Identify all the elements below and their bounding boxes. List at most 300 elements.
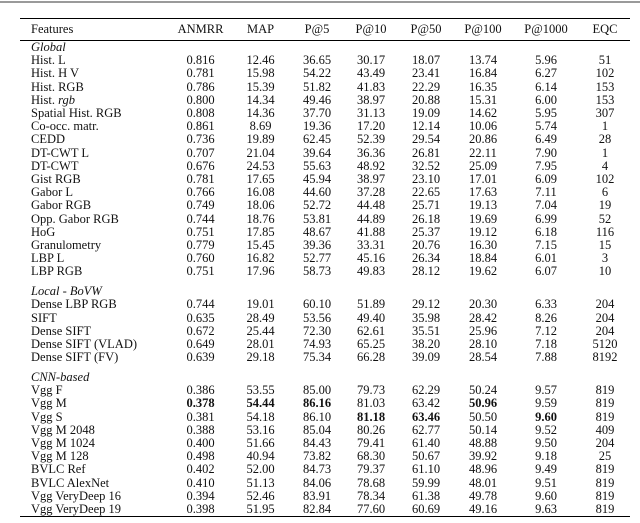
feature-name-text: Vgg F — [31, 383, 63, 398]
cell-anmrr: 0.707 — [186, 145, 215, 160]
cell-anmrr: 0.388 — [186, 422, 215, 437]
section-spacer — [20, 364, 630, 371]
cell-eqc: 4 — [601, 158, 609, 173]
table-row — [20, 463, 630, 476]
cell-p1000: 9.59 — [535, 396, 557, 411]
cell-map: 16.82 — [246, 251, 275, 266]
cell-p10: 79.37 — [356, 462, 386, 477]
cell-eqc: 6 — [601, 185, 609, 200]
cell-p100: 25.96 — [468, 323, 498, 338]
cell-anmrr: 0.400 — [186, 436, 215, 451]
cell-p50: 60.69 — [411, 502, 441, 517]
cell-map: 40.94 — [246, 449, 275, 464]
cell-p5: 52.72 — [302, 198, 332, 213]
feature-name-text: Gist RGB — [31, 172, 81, 187]
cell-p100: 18.84 — [468, 251, 498, 266]
cell-eqc: 204 — [595, 323, 615, 338]
cell-p10: 81.18 — [356, 409, 386, 424]
cell-p1000: 9.50 — [535, 436, 557, 451]
cell-p5: 84.43 — [302, 436, 332, 451]
feature-name — [20, 265, 170, 278]
cell-p5: 48.67 — [302, 224, 332, 239]
cell-map: 52.00 — [246, 462, 275, 477]
cell-p100: 50.96 — [468, 396, 498, 411]
cell-p100: 16.30 — [468, 238, 498, 253]
cell-p50: 63.42 — [411, 396, 441, 411]
cell-anmrr: 0.808 — [186, 106, 215, 121]
cell-eqc: 819 — [595, 409, 615, 424]
table-row — [20, 265, 630, 278]
cell-eqc: 204 — [595, 436, 615, 451]
cell-map: 54.44 — [246, 396, 275, 411]
cell-p50: 20.88 — [411, 92, 441, 107]
cell-map: 17.96 — [246, 264, 275, 279]
section-header-row — [20, 41, 630, 55]
cell-p1000: 7.04 — [535, 198, 557, 213]
section-label: Global — [31, 40, 66, 54]
cell-eqc: 153 — [595, 79, 615, 94]
cell-p10: 17.20 — [356, 119, 386, 134]
cell-anmrr: 0.498 — [186, 449, 215, 464]
feature-name-text: Gabor L — [31, 185, 73, 200]
cell-p50: 26.34 — [411, 251, 441, 266]
cell-p10: 49.83 — [356, 264, 386, 279]
cell-map: 19.89 — [246, 132, 275, 147]
cell-p100: 49.16 — [468, 502, 498, 517]
cell-p5: 54.22 — [302, 66, 332, 81]
cell-map: 51.95 — [246, 502, 275, 517]
cell-p1000: 7.15 — [535, 238, 557, 253]
cell-p10: 49.40 — [356, 310, 386, 325]
cell-p100: 16.35 — [468, 79, 498, 94]
cell-p50: 50.67 — [411, 449, 441, 464]
cell-map: 54.18 — [246, 409, 275, 424]
cell-p1000: 6.99 — [535, 211, 557, 226]
cell-p5: 49.46 — [302, 92, 332, 107]
cell-anmrr: 0.676 — [186, 158, 215, 173]
feature-name-text: Opp. Gabor RGB — [31, 211, 119, 226]
cell-p1000: 6.01 — [535, 251, 557, 266]
cell-p100: 19.12 — [468, 224, 498, 239]
cell-p100: 17.63 — [468, 185, 498, 200]
cell-map: 18.06 — [246, 198, 275, 213]
cell-p50: 22.65 — [411, 185, 441, 200]
cell-eqc: 3 — [601, 251, 609, 266]
cell-anmrr: 0.861 — [186, 119, 215, 134]
cell-eqc: 102 — [595, 172, 615, 187]
feature-name-text: DT-CWT — [31, 158, 79, 173]
cell-p5: 83.91 — [302, 488, 332, 503]
cell-p10: 77.60 — [356, 502, 386, 517]
table-row — [20, 312, 630, 325]
cell-map: 25.44 — [246, 323, 275, 338]
cell-p50: 28.12 — [411, 264, 441, 279]
cell-p50: 62.29 — [411, 383, 441, 398]
cell-p100: 50.50 — [468, 409, 498, 424]
cell-anmrr: 0.781 — [186, 66, 215, 81]
cell-p10: 81.03 — [356, 396, 386, 411]
cell-eqc: 5120 — [592, 337, 618, 352]
cell-p50: 22.29 — [411, 79, 441, 94]
feature-name-text: Dense LBP RGB — [31, 297, 117, 312]
cell-p1000: 9.60 — [535, 409, 557, 424]
cell-eqc: 25 — [598, 449, 612, 464]
cell-p100: 16.84 — [468, 66, 498, 81]
feature-name-text: CEDD — [31, 132, 66, 147]
cell-p50: 29.54 — [411, 132, 441, 147]
cell-p1000: 9.57 — [535, 383, 557, 398]
cell-anmrr: 0.672 — [186, 323, 215, 338]
cell-p5: 45.94 — [302, 172, 332, 187]
section-label: Local - BoVW — [31, 284, 102, 299]
cell-p10: 33.31 — [356, 238, 386, 253]
cell-p1000: 6.09 — [535, 172, 557, 187]
feature-name — [20, 351, 170, 364]
cell-p10: 48.92 — [356, 158, 386, 173]
cell-p1000: 7.90 — [535, 145, 557, 160]
feature-name-text: DT-CWT L — [31, 145, 89, 160]
cell-map: 15.39 — [246, 79, 275, 94]
header-p5: P@5 — [304, 22, 330, 36]
cell-p100: 22.11 — [469, 145, 497, 160]
feature-name-text: Vgg M 1024 — [31, 436, 95, 451]
cell-anmrr: 0.751 — [186, 224, 215, 239]
cell-anmrr: 0.744 — [186, 297, 215, 312]
cell-p10: 44.89 — [356, 211, 386, 226]
cell-p5: 58.73 — [302, 264, 332, 279]
cell-p5: 39.64 — [302, 145, 332, 160]
cell-p1000: 9.51 — [535, 475, 557, 490]
feature-name-text: Gabor RGB — [31, 198, 92, 213]
feature-name-text: Dense SIFT — [31, 323, 92, 338]
table-row — [20, 81, 630, 94]
cell-p100: 19.13 — [468, 198, 498, 213]
cell-anmrr: 0.751 — [186, 264, 215, 279]
cell-p50: 25.71 — [411, 198, 441, 213]
cell-eqc: 819 — [595, 475, 615, 490]
cell-p10: 62.61 — [356, 323, 386, 338]
cell-p5: 85.00 — [302, 383, 332, 398]
cell-eqc: 28 — [598, 132, 612, 147]
cell-eqc: 204 — [595, 310, 615, 325]
cell-p50: 23.10 — [411, 172, 441, 187]
cell-p100: 14.62 — [468, 106, 498, 121]
cell-p10: 36.36 — [356, 145, 386, 160]
cell-p5: 53.81 — [302, 211, 332, 226]
header-row — [20, 19, 630, 41]
table-row — [20, 67, 630, 80]
cell-map: 29.18 — [246, 350, 275, 365]
section-label: CNN-based — [31, 370, 90, 385]
cell-p5: 36.65 — [302, 53, 332, 68]
cell-p1000: 8.26 — [535, 310, 557, 325]
cell-p1000: 9.63 — [535, 502, 557, 517]
section-spacer — [20, 279, 630, 286]
cell-p50: 32.52 — [411, 158, 441, 173]
table-row — [20, 147, 630, 160]
cell-p100: 20.30 — [468, 297, 498, 312]
cell-p100: 25.09 — [468, 158, 498, 173]
cell-eqc: 153 — [595, 92, 615, 107]
cell-map: 12.46 — [246, 53, 275, 68]
cell-p100: 28.54 — [468, 350, 498, 365]
cell-p1000: 7.12 — [535, 323, 557, 338]
cell-eqc: 19 — [598, 198, 612, 213]
cell-map: 16.08 — [246, 185, 275, 200]
cell-p100: 48.88 — [468, 436, 498, 451]
cell-p50: 26.18 — [411, 211, 441, 226]
cell-p10: 43.49 — [356, 66, 386, 81]
table-row — [20, 503, 630, 517]
cell-eqc: 819 — [595, 502, 615, 517]
cell-eqc: 819 — [595, 488, 615, 503]
cell-eqc: 8192 — [592, 350, 618, 365]
cell-eqc: 307 — [595, 106, 615, 121]
cell-p10: 79.73 — [356, 383, 386, 398]
cell-eqc: 15 — [598, 238, 612, 253]
cell-p100: 49.78 — [468, 488, 498, 503]
cell-map: 53.16 — [246, 422, 275, 437]
cell-p50: 61.10 — [411, 462, 441, 477]
cell-eqc: 52 — [598, 211, 612, 226]
cell-p1000: 5.96 — [535, 53, 557, 68]
feature-name-text: Co-occ. matr. — [31, 119, 99, 134]
feature-name-text: Dense SIFT (VLAD) — [31, 337, 138, 352]
cell-p10: 38.97 — [356, 92, 386, 107]
feature-name-text: Granulometry — [31, 238, 102, 253]
cell-map: 15.98 — [246, 66, 275, 81]
cell-p1000: 7.18 — [535, 337, 557, 352]
cell-p10: 41.88 — [356, 224, 386, 239]
cell-map: 14.34 — [246, 92, 275, 107]
cell-eqc: 1 — [601, 145, 609, 160]
cell-p10: 41.83 — [356, 79, 386, 94]
cell-p10: 38.97 — [356, 172, 386, 187]
cell-anmrr: 0.744 — [186, 211, 215, 226]
cell-p50: 35.98 — [411, 310, 441, 325]
cell-map: 52.46 — [246, 488, 275, 503]
cell-p5: 44.60 — [302, 185, 332, 200]
cell-p50: 35.51 — [411, 323, 441, 338]
cell-anmrr: 0.394 — [186, 488, 215, 503]
cell-eqc: 102 — [595, 66, 615, 81]
table-body — [20, 41, 630, 517]
header-p1000: P@1000 — [524, 22, 568, 36]
cell-anmrr: 0.749 — [186, 198, 215, 213]
cell-anmrr: 0.386 — [186, 383, 215, 398]
header-map: MAP — [246, 22, 275, 36]
cell-p10: 44.48 — [356, 198, 386, 213]
feature-name-text: Dense SIFT (FV) — [31, 350, 119, 365]
cell-map: 18.76 — [246, 211, 275, 226]
cell-p1000: 9.60 — [535, 488, 557, 503]
cell-p100: 48.01 — [468, 475, 498, 490]
cell-p1000: 6.07 — [535, 264, 557, 279]
cell-anmrr: 0.786 — [186, 79, 215, 94]
feature-name-text: Vgg M — [31, 396, 67, 411]
feature-name-text: HoG — [31, 224, 56, 239]
cell-anmrr: 0.649 — [186, 337, 215, 352]
cell-anmrr: 0.402 — [186, 462, 215, 477]
cell-p5: 37.70 — [302, 106, 332, 121]
cell-p50: 25.37 — [411, 224, 441, 239]
cell-p100: 48.96 — [468, 462, 498, 477]
cell-p5: 82.84 — [302, 502, 332, 517]
cell-p100: 19.69 — [468, 211, 498, 226]
cell-p100: 50.14 — [468, 422, 498, 437]
cell-p10: 79.41 — [356, 436, 386, 451]
feature-name-text: Hist. H V — [31, 66, 80, 81]
cell-p1000: 9.18 — [535, 449, 557, 464]
cell-map: 19.01 — [246, 297, 275, 312]
cell-p50: 63.46 — [411, 409, 441, 424]
feature-name-text: Hist. RGB — [31, 79, 84, 94]
cell-p10: 52.39 — [356, 132, 386, 147]
cell-anmrr: 0.639 — [186, 350, 215, 365]
cell-p1000: 6.49 — [535, 132, 557, 147]
cell-p50: 12.14 — [411, 119, 441, 134]
cell-map: 17.85 — [246, 224, 275, 239]
cell-p5: 84.73 — [302, 462, 332, 477]
cell-p100: 20.86 — [468, 132, 498, 147]
header-features: Features — [31, 22, 74, 36]
header-eqc: EQC — [592, 22, 618, 36]
cell-eqc: 116 — [595, 224, 615, 239]
header-anmrr: ANMRR — [177, 22, 224, 36]
cell-p5: 75.34 — [302, 350, 332, 365]
cell-p10: 51.89 — [356, 297, 386, 312]
feature-name-text: Vgg VeryDeep 16 — [31, 488, 122, 503]
cell-p10: 45.16 — [356, 251, 386, 266]
cell-p50: 38.20 — [411, 337, 441, 352]
cell-anmrr: 0.381 — [186, 409, 215, 424]
cell-map: 21.04 — [246, 145, 275, 160]
cell-p5: 39.36 — [302, 238, 332, 253]
cell-p50: 59.99 — [411, 475, 441, 490]
feature-name-text: SIFT — [31, 310, 57, 325]
cell-p5: 74.93 — [302, 337, 332, 352]
header-p50: P@50 — [410, 22, 442, 36]
cell-p50: 20.76 — [411, 238, 441, 253]
cell-anmrr: 0.378 — [186, 396, 215, 411]
feature-name-text: BVLC Ref — [31, 462, 86, 477]
cell-eqc: 10 — [598, 264, 612, 279]
cell-p10: 66.28 — [356, 350, 386, 365]
cell-anmrr: 0.766 — [186, 185, 215, 200]
cell-p5: 51.82 — [302, 79, 332, 94]
cell-map: 53.55 — [246, 383, 275, 398]
cell-p5: 73.82 — [302, 449, 332, 464]
table-row — [20, 351, 630, 364]
table-row — [20, 133, 630, 146]
table-row — [20, 397, 630, 410]
cell-p1000: 6.18 — [535, 224, 557, 239]
cell-p50: 19.09 — [411, 106, 441, 121]
cell-p100: 13.74 — [468, 53, 498, 68]
cell-eqc: 204 — [595, 297, 615, 312]
cell-p5: 86.10 — [302, 409, 332, 424]
cell-p1000: 6.00 — [535, 92, 557, 107]
cell-p5: 53.56 — [302, 310, 332, 325]
cell-eqc: 51 — [598, 53, 612, 68]
cell-p1000: 9.52 — [535, 422, 557, 437]
feature-name-text: Vgg M 2048 — [31, 422, 95, 437]
cell-p50: 29.12 — [411, 297, 441, 312]
table-row — [20, 298, 630, 311]
cell-p50: 26.81 — [411, 145, 441, 160]
cell-p5: 72.30 — [302, 323, 332, 338]
cell-p10: 78.68 — [356, 475, 386, 490]
cell-eqc: 1 — [601, 119, 609, 134]
cell-anmrr: 0.410 — [186, 475, 215, 490]
cell-eqc: 819 — [595, 396, 615, 411]
cell-eqc: 819 — [595, 383, 615, 398]
feature-name-text: Hist. — [31, 92, 59, 107]
cell-map: 24.53 — [246, 158, 275, 173]
feature-name-text: LBP RGB — [31, 264, 83, 279]
cell-p5: 19.36 — [302, 119, 332, 134]
cell-p100: 10.06 — [468, 119, 498, 134]
cell-p100: 19.62 — [468, 264, 498, 279]
cell-anmrr: 0.779 — [186, 238, 215, 253]
cell-map: 14.36 — [246, 106, 275, 121]
cell-p100: 28.42 — [468, 310, 498, 325]
feature-name-text: Vgg VeryDeep 19 — [31, 502, 122, 517]
results-table — [20, 18, 630, 517]
cell-p1000: 6.27 — [535, 66, 557, 81]
feature-name-text: LBP L — [31, 251, 65, 266]
cell-p1000: 7.11 — [535, 185, 557, 200]
cell-map: 28.01 — [246, 337, 275, 352]
cell-eqc: 819 — [595, 462, 615, 477]
cell-p100: 17.01 — [468, 172, 498, 187]
cell-anmrr: 0.398 — [186, 502, 215, 517]
cell-p10: 68.30 — [356, 449, 386, 464]
cell-p10: 31.13 — [356, 106, 386, 121]
cell-p1000: 5.95 — [535, 106, 557, 121]
cell-anmrr: 0.635 — [186, 310, 215, 325]
cell-p5: 60.10 — [302, 297, 332, 312]
cell-p5: 84.06 — [302, 475, 332, 490]
cell-anmrr: 0.760 — [186, 251, 215, 266]
feature-name-text: Hist. L — [31, 53, 66, 68]
cell-map: 15.45 — [246, 238, 275, 253]
cell-p1000: 7.95 — [535, 158, 557, 173]
cell-p50: 39.09 — [411, 350, 441, 365]
page-top-border — [0, 1, 640, 3]
table-row — [20, 213, 630, 226]
cell-p100: 50.24 — [468, 383, 498, 398]
feature-name-text: BVLC AlexNet — [31, 475, 110, 490]
table-row — [20, 411, 630, 424]
cell-p10: 80.26 — [356, 422, 386, 437]
cell-p1000: 9.49 — [535, 462, 557, 477]
cell-map: 51.66 — [246, 436, 275, 451]
cell-p50: 61.38 — [411, 488, 441, 503]
cell-p100: 39.92 — [468, 449, 498, 464]
cell-anmrr: 0.800 — [186, 92, 215, 107]
cell-eqc: 409 — [595, 422, 615, 437]
feature-name-text: Spatial Hist. RGB — [31, 106, 122, 121]
header-p10: P@10 — [355, 22, 387, 36]
cell-map: 28.49 — [246, 310, 275, 325]
cell-anmrr: 0.781 — [186, 172, 215, 187]
cell-p100: 28.10 — [468, 337, 498, 352]
cell-p50: 62.77 — [411, 422, 441, 437]
cell-anmrr: 0.736 — [186, 132, 215, 147]
cell-p100: 15.31 — [468, 92, 498, 107]
cell-p1000: 5.74 — [535, 119, 557, 134]
